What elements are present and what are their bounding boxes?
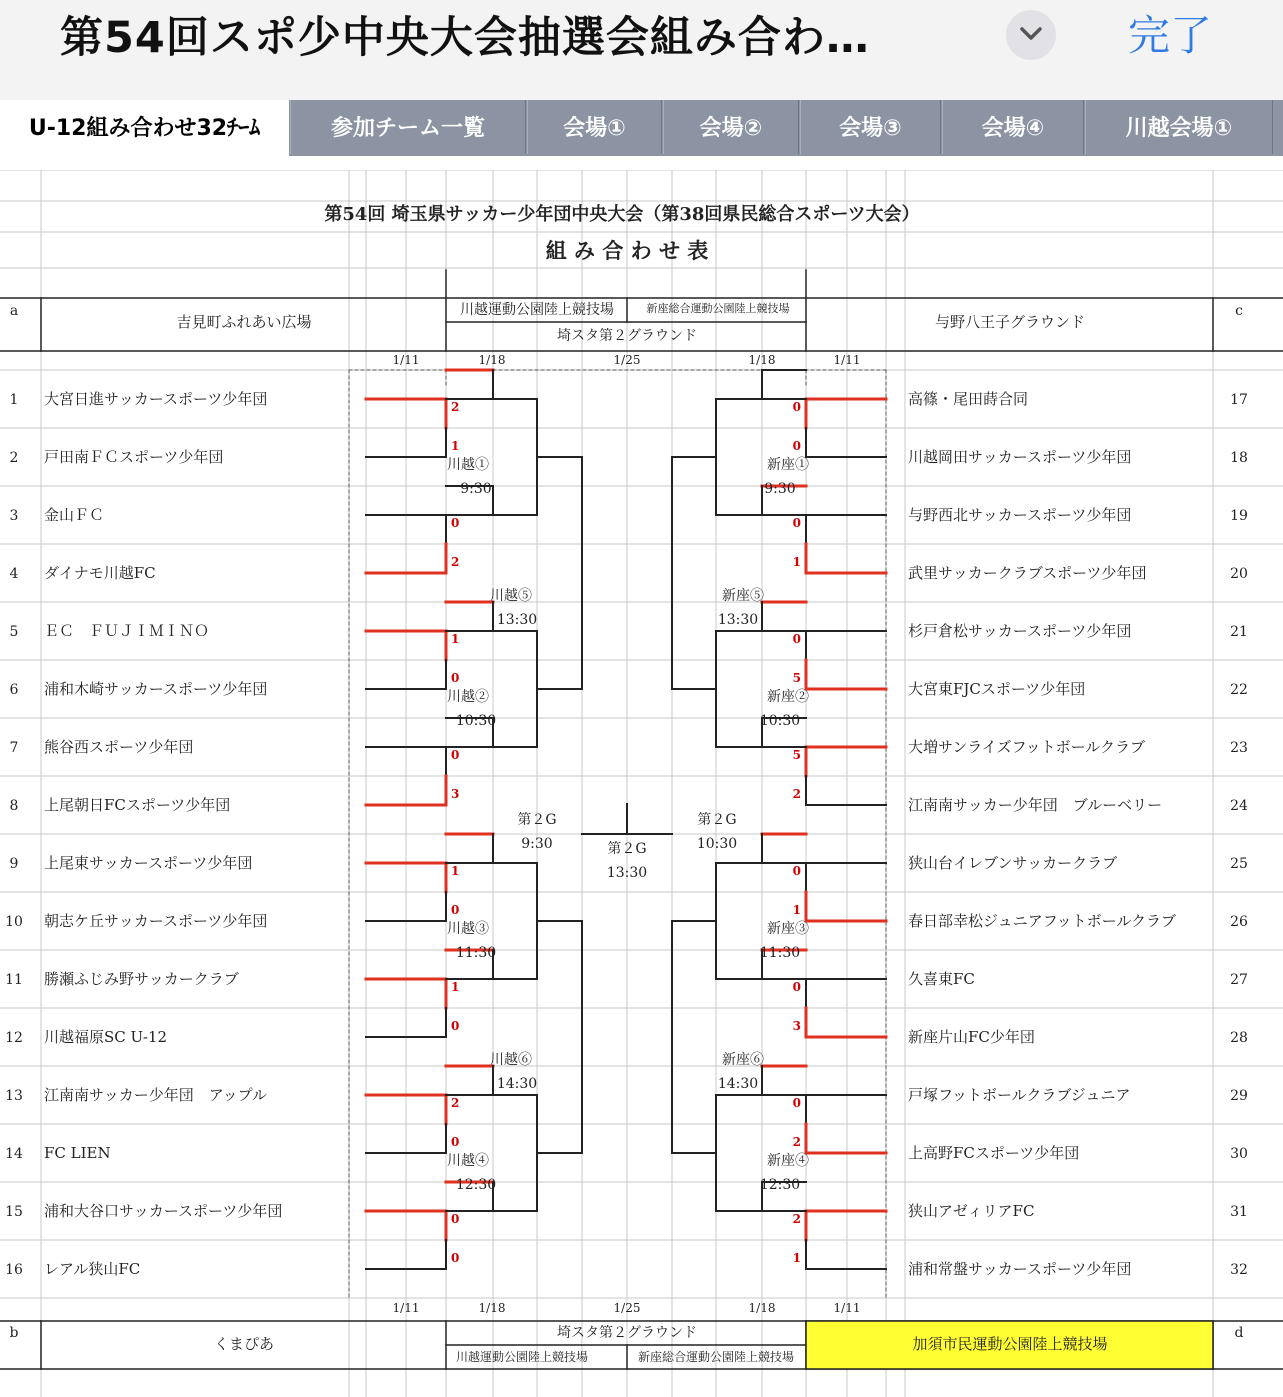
score-bottom: 2	[792, 1135, 801, 1149]
match-time-r1: 9:30	[764, 481, 796, 497]
team-name: 金山ＦＣ	[44, 506, 105, 524]
done-button[interactable]: 完了	[1128, 11, 1213, 60]
date-final: 1/25	[613, 353, 641, 367]
score-top: 0	[792, 632, 801, 646]
match-label-r1: 新座④	[767, 1153, 809, 1169]
score-bottom: 3	[792, 1019, 801, 1033]
match-time-r1: 10:30	[455, 713, 497, 729]
team-name: 川越福原SC U-12	[44, 1028, 168, 1046]
team-number: 1	[9, 392, 19, 408]
team-number: 10	[5, 914, 23, 930]
team-number: 23	[1230, 740, 1248, 756]
top-bar	[0, 0, 1283, 100]
match-time-r2: 14:30	[717, 1076, 759, 1092]
score-top: 5	[792, 748, 801, 762]
team-name: 朝志ケ丘サッカースポーツ少年団	[44, 912, 268, 930]
score-top: 2	[792, 1212, 801, 1226]
match-label-r1: 新座②	[767, 689, 809, 705]
bracket-lines	[366, 370, 886, 1269]
score-bottom: 1	[792, 903, 801, 917]
score-top: 1	[451, 632, 460, 646]
score-top: 0	[792, 400, 801, 414]
team-name: 狭山アゼィリアFC	[908, 1202, 1035, 1220]
venue-saisuta-top: 埼スタ第２グラウンド	[557, 328, 697, 344]
team-number: 26	[1230, 914, 1248, 930]
venue-c: 与野八王子グラウンド	[934, 313, 1086, 331]
team-number: 27	[1230, 972, 1248, 988]
team-number: 18	[1230, 450, 1248, 466]
team-name: ダイナモ川越FC	[44, 564, 156, 582]
match-time-r1: 12:30	[455, 1177, 497, 1193]
score-top: 1	[451, 980, 460, 994]
team-name: 浦和木崎サッカースポーツ少年団	[44, 680, 268, 698]
column-a-label: a	[9, 303, 19, 319]
team-name: ＥＣ ＦＵＪＩＭＩＮＯ	[44, 622, 210, 640]
sheet-title: 第54回 埼玉県サッカー少年団中央大会（第38回県民総合スポーツ大会）	[324, 204, 920, 225]
match-label-r2: 川越⑥	[490, 1052, 532, 1068]
team-number: 15	[5, 1204, 23, 1220]
team-name: 熊谷西スポーツ少年団	[44, 738, 194, 756]
score-top: 0	[792, 980, 801, 994]
team-number: 9	[9, 856, 19, 872]
match-label-r2: 新座⑤	[722, 588, 764, 604]
score-bottom: 3	[451, 787, 460, 801]
team-name: 新座片山FC少年団	[908, 1028, 1035, 1046]
score-top: 2	[451, 1096, 460, 1110]
team-name: 狭山台イレブンサッカークラブ	[908, 854, 1118, 872]
match-label-r2: 川越⑤	[490, 588, 532, 604]
team-number: 21	[1230, 624, 1248, 640]
date-r2-right-bottom: 1/18	[748, 1301, 776, 1315]
team-name: 川越岡田サッカースポーツ少年団	[908, 448, 1132, 466]
team-number: 2	[9, 450, 19, 466]
date-r2-left: 1/18	[478, 353, 506, 367]
team-name: 久喜東FC	[908, 970, 975, 988]
team-number: 3	[9, 508, 19, 524]
match-time-r1: 12:30	[759, 1177, 801, 1193]
team-number: 20	[1230, 566, 1248, 582]
chevron-down-button[interactable]	[1006, 10, 1056, 60]
match-time-semi: 9:30	[521, 836, 553, 852]
team-name: 江南南サッカー少年団 アップル	[44, 1086, 268, 1104]
venue-niiza-bottom: 新座総合運動公園陸上競技場	[637, 1350, 795, 1364]
column-c-label: c	[1235, 303, 1243, 319]
match-time-r2: 13:30	[496, 612, 538, 628]
venue-b: くまぴあ	[213, 1335, 275, 1353]
match-label-r1: 川越①	[447, 457, 489, 473]
score-bottom: 2	[451, 555, 460, 569]
score-top: 1	[451, 864, 460, 878]
team-name: 大増サンライズフットボールクラブ	[908, 738, 1146, 756]
score-top: 0	[792, 864, 801, 878]
match-time-final: 13:30	[606, 865, 648, 881]
date-final-bottom: 1/25	[613, 1301, 641, 1315]
team-name: 浦和大谷口サッカースポーツ少年団	[44, 1202, 283, 1220]
team-number: 17	[1230, 392, 1248, 408]
score-bottom: 0	[451, 671, 460, 685]
match-label-r1: 新座①	[767, 457, 809, 473]
team-name: 戸田南ＦＣスポーツ少年団	[44, 448, 224, 466]
date-r2-right: 1/18	[748, 353, 776, 367]
bracket-sheet	[0, 170, 1283, 1397]
team-number: 24	[1230, 798, 1248, 814]
score-bottom: 5	[792, 671, 801, 685]
score-bottom: 0	[451, 903, 460, 917]
team-name: FC LIEN	[44, 1144, 111, 1162]
match-label-semi: 第２G	[517, 812, 557, 828]
team-name: 勝瀬ふじみ野サッカークラブ	[44, 970, 239, 988]
date-r1-left: 1/11	[392, 353, 420, 367]
score-top: 0	[792, 516, 801, 530]
match-label-r1: 川越②	[447, 689, 489, 705]
sheet-subtitle: 組 み 合 わ せ 表	[545, 238, 709, 263]
team-name: 大宮東FJCスポーツ少年団	[908, 680, 1086, 698]
score-top: 0	[792, 1096, 801, 1110]
date-r1-right: 1/11	[833, 353, 861, 367]
team-name: 高篠・尾田蒔合同	[908, 390, 1029, 408]
document-title: 第54回スポ少中央大会抽選会組み合わ…	[60, 13, 870, 63]
match-time-semi: 10:30	[696, 836, 738, 852]
tab-venue-1[interactable]: 会場①	[527, 100, 662, 154]
team-number: 7	[9, 740, 19, 756]
team-number: 25	[1230, 856, 1248, 872]
match-time-r2: 14:30	[496, 1076, 538, 1092]
team-name: 江南南サッカー少年団 ブルーベリー	[908, 796, 1163, 814]
match-label-semi: 第２G	[697, 812, 737, 828]
tab-kawagoe-venue-1[interactable]: 川越会場①	[1085, 100, 1273, 154]
team-number: 11	[5, 972, 23, 988]
venue-a: 吉見町ふれあい広場	[176, 313, 312, 331]
team-name: 上尾朝日FCスポーツ少年団	[44, 796, 231, 814]
team-number: 13	[5, 1088, 23, 1104]
team-number: 8	[9, 798, 19, 814]
tab-venue-3[interactable]: 会場③	[800, 100, 941, 154]
match-label-final: 第２G	[607, 841, 647, 857]
team-name: レアル狭山FC	[44, 1260, 141, 1278]
date-r2-left-bottom: 1/18	[478, 1301, 506, 1315]
venue-saisuta-bottom: 埼スタ第２グラウンド	[557, 1325, 697, 1341]
score-top: 2	[451, 400, 460, 414]
venue-d: 加須市民運動公園陸上競技場	[912, 1335, 1108, 1353]
venue-niiza-top: 新座総合運動公園陸上競技場	[646, 302, 790, 315]
match-time-r2: 13:30	[717, 612, 759, 628]
team-number: 22	[1230, 682, 1248, 698]
team-number: 12	[5, 1030, 23, 1046]
team-name: 上高野FCスポーツ少年団	[908, 1144, 1080, 1162]
team-number: 6	[9, 682, 19, 698]
team-number: 5	[9, 624, 19, 640]
score-top: 0	[451, 1212, 460, 1226]
column-d-label: d	[1234, 1325, 1244, 1341]
match-time-r1: 9:30	[460, 481, 492, 497]
score-top: 0	[451, 748, 460, 762]
chevron-down-icon	[1019, 26, 1043, 42]
team-name: 戸塚フットボールクラブジュニア	[908, 1086, 1131, 1104]
tab-venue-4[interactable]: 会場④	[942, 100, 1084, 154]
score-bottom: 1	[792, 555, 801, 569]
team-name: 浦和常盤サッカースポーツ少年団	[908, 1260, 1132, 1278]
team-number: 4	[9, 566, 19, 582]
column-b-label: b	[9, 1325, 19, 1341]
score-bottom: 0	[792, 439, 801, 453]
match-label-r1: 新座③	[767, 921, 809, 937]
team-name: 春日部幸松ジュニアフットボールクラブ	[908, 912, 1177, 930]
team-number: 30	[1230, 1146, 1248, 1162]
match-label-r1: 川越④	[447, 1153, 489, 1169]
match-time-r1: 11:30	[455, 945, 497, 961]
match-time-r1: 11:30	[759, 945, 801, 961]
date-r1-right-bottom: 1/11	[833, 1301, 861, 1315]
tab-venue-2[interactable]: 会場②	[663, 100, 799, 154]
tab-u12-bracket[interactable]: U-12組み合わせ32ﾁｰﾑ	[0, 100, 289, 156]
team-name: 上尾東サッカースポーツ少年団	[44, 854, 253, 872]
score-bottom: 0	[451, 1251, 460, 1265]
team-number: 29	[1230, 1088, 1248, 1104]
team-name: 杉戸倉松サッカースポーツ少年団	[908, 622, 1132, 640]
date-r1-left-bottom: 1/11	[392, 1301, 420, 1315]
match-label-r2: 新座⑥	[722, 1052, 764, 1068]
team-number: 31	[1230, 1204, 1248, 1220]
team-name: 大宮日進サッカースポーツ少年団	[44, 390, 268, 408]
team-number: 19	[1230, 508, 1248, 524]
score-bottom: 0	[451, 1019, 460, 1033]
venue-kawagoe-bottom: 川越運動公園陸上競技場	[455, 1350, 589, 1364]
score-bottom: 0	[451, 1135, 460, 1149]
venue-kawagoe-top: 川越運動公園陸上競技場	[460, 302, 614, 318]
score-bottom: 1	[792, 1251, 801, 1265]
team-name: 与野西北サッカースポーツ少年団	[908, 506, 1132, 524]
team-number: 16	[5, 1262, 23, 1278]
team-number: 14	[5, 1146, 23, 1162]
match-time-r1: 10:30	[759, 713, 801, 729]
tab-team-list[interactable]: 参加チーム一覧	[290, 100, 526, 154]
score-bottom: 2	[792, 787, 801, 801]
score-bottom: 1	[451, 439, 460, 453]
match-label-r1: 川越③	[447, 921, 489, 937]
team-number: 32	[1230, 1262, 1248, 1278]
team-number: 28	[1230, 1030, 1248, 1046]
score-top: 0	[451, 516, 460, 530]
team-name: 武里サッカークラブスポーツ少年団	[908, 564, 1147, 582]
